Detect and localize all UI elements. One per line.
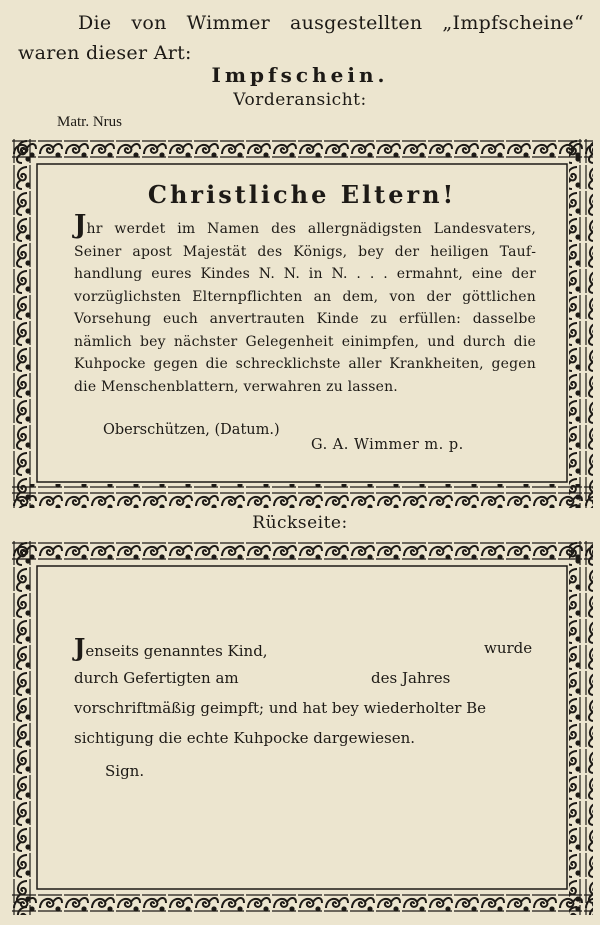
front-body-text: hr werdet im Namen des allergnädigsten Landesvaters, Seiner apost Majestät des Königs, bey der heiligen Taufhandlung eures Kindes N. N. in N. . . . ermahnt, eine der vorzüglichsten Elternpflichten an dem, von der göttlichen Vorsehung euch anvertrauten Kinde zu erfüllen: dasselbe nämlich bey nächster Gelegenheit einimpfen, und durch die Kuhpocke gegen die schrecklichste aller Krankheiten, gegen die Menschenblattern, verwahren zu lassen.: [74, 221, 536, 395]
back-line-4: sichtigung die echte Kuhpocke dargewiesen.: [74, 729, 416, 747]
front-certificate: [11, 138, 593, 508]
back-line-2-end: des Jahres: [371, 669, 451, 687]
intro-paragraph: Die von Wimmer ausgestellten „Impfscheine“ waren dieser Art:: [18, 12, 584, 64]
back-view-label: Rückseite:: [252, 513, 348, 533]
back-certificate: [11, 540, 593, 915]
signer-name: G. A. Wimmer m. p.: [311, 437, 464, 453]
back-line-1-text: enseits genanntes Kind,: [85, 642, 268, 660]
matriculation-number-label: Matr. Nrus: [57, 114, 122, 130]
back-line-1-end: wurde: [484, 639, 533, 657]
front-body: [74, 210, 536, 398]
back-body: [74, 633, 536, 753]
front-view-label: Vorderansicht:: [233, 90, 367, 110]
back-line-1: [74, 633, 536, 663]
place-date: Oberschützen, (Datum.): [103, 422, 280, 438]
front-initial: J: [74, 210, 87, 240]
back-line-2: [74, 663, 536, 693]
front-heading: Christliche Eltern!: [147, 180, 457, 209]
certificate-title: Impfschein.: [211, 63, 389, 87]
back-line-3: vorschriftmäßig geimpft; und hat bey wiederholter Be: [74, 699, 487, 717]
back-line-2-text: durch Gefertigten am: [74, 669, 239, 687]
back-initial: J: [74, 633, 86, 662]
sign-label: Sign.: [105, 762, 145, 780]
